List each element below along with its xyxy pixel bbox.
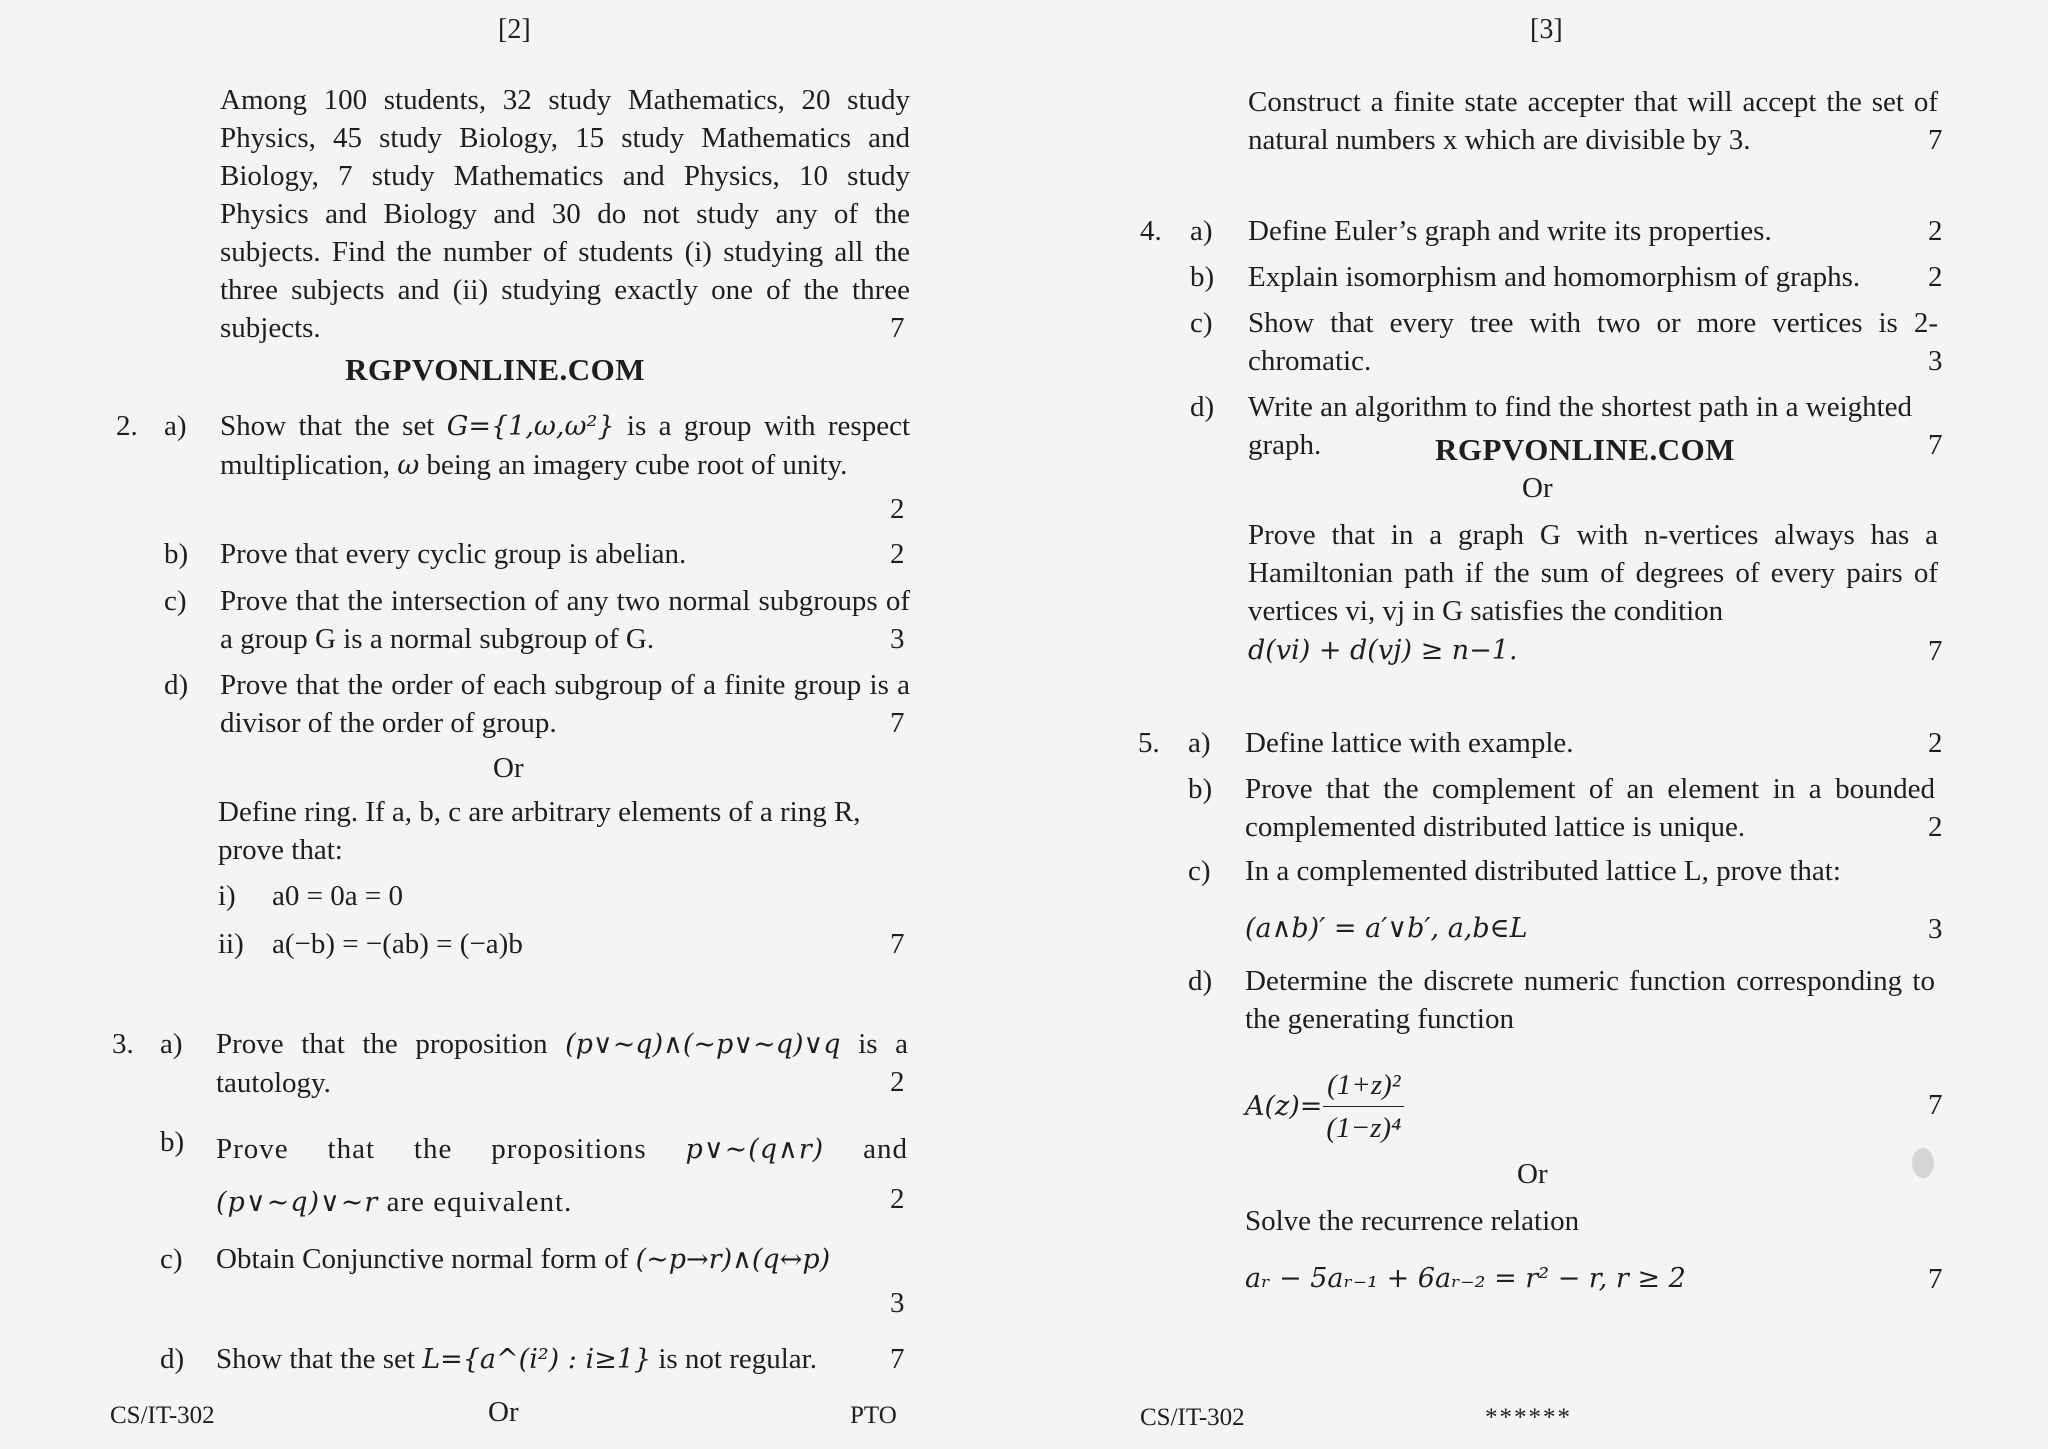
q1-continuation-text: Among 100 students, 32 study Mathematics, 20 study Physics, 45 study Biology, 15 study Mathematics and Biology, 7 study Mathematics and Physics, 10 study Physics and Biology and 30 do not study any of the subjects. Find the number of students (i) studying all the three subjects and (ii) studying exactly one of the three subjects. [220,84,910,344]
marks: 7 [890,1343,905,1375]
part-label: c) [1188,855,1211,887]
marks: 3 [890,1287,905,1319]
tautology-formula: (p∨∼q)∧(∼p∨∼q)∨q [565,1029,841,1060]
q4d-text-line2: graph. [1248,429,1322,461]
proposition-1: p∨∼(q∧r) [685,1134,825,1165]
q5d-text: Determine the discrete numeric function corresponding to the generating function [1245,965,1935,1035]
recurrence-relation: aᵣ − 5aᵣ₋₁ + 6aᵣ₋₂ = r² − r, r ≥ 2 [1245,1263,1686,1294]
footer-stars: ****** [1485,1404,1572,1431]
marks: 7 [890,707,905,739]
or-separator: Or [1517,1158,1548,1190]
part-label: d) [160,1343,185,1375]
marks: 7 [1928,635,1943,667]
question-number: 2. [116,410,138,442]
generating-function: A(z)= $\frac{\text{(1+z)²}}{\text{(1−z)⁴}}$ [1245,1066,1405,1147]
identity-i: a0 = 0a = 0 [272,880,403,912]
question-number: 4. [1140,215,1162,247]
sub-label: ii) [218,928,244,960]
part-label: d) [1190,391,1215,423]
part-label: b) [1188,773,1213,805]
set-g-formula: G={1,ω,ω²} [446,411,615,442]
q5a-text: Define lattice with example. [1245,727,1574,759]
sub-label: i) [218,880,236,912]
omega-symbol: ω [397,450,420,481]
marks: 7 [1928,1263,1943,1295]
marks: 2 [890,1066,905,1098]
page-number: [2] [498,14,531,45]
marks: 7 [890,928,905,960]
cnf-formula: (∼p→r)∧(q↔p) [635,1244,831,1275]
marks: 3 [1928,345,1943,377]
q2c-text: Prove that the intersection of any two normal subgroups of a group G is a normal subgroup of G. [220,585,910,655]
marks: 2 [1928,261,1943,293]
q3c-text: Obtain Conjunctive normal form of (∼p→r)∧(q↔p) [216,1243,831,1275]
marks: 7 [1928,429,1943,461]
footer-course-code: CS/IT-302 [1140,1404,1245,1431]
part-label: b) [1190,261,1215,293]
left-page [0,0,1000,1449]
marks: 2 [1928,727,1943,759]
q4a-text: Define Euler’s graph and write its properties. [1248,215,1772,247]
q4-alt-text: Prove that in a graph G with n-vertices always has a Hamiltonian path if the sum of degrees of every pairs of vertices vi, vj in G satisfies the condition [1248,519,1938,627]
q2b-text: Prove that every cyclic group is abelian. [220,538,687,570]
marks: 3 [1928,913,1943,945]
marks: 2 [890,493,905,525]
fraction: $\frac{\text{(1+z)²}}{\text{(1−z)⁴}}$ [1322,1066,1405,1147]
q3a-text: Prove that the proposition (p∨∼q)∧(∼p∨∼q)∨q is a tautology. [216,1028,909,1099]
watermark: RGPVONLINE.COM [345,352,646,387]
language-l-formula: L={a^(i²) : i≥1} [422,1344,652,1375]
footer-course-code: CS/IT-302 [110,1402,215,1429]
q4b-text: Explain isomorphism and homomorphism of graphs. [1248,261,1861,293]
marks: 7 [1928,1089,1943,1121]
marks: 7 [1928,124,1943,156]
identity-ii: a(−b) = −(ab) = (−a)b [272,928,523,960]
marks: 2 [890,538,905,570]
q2-alt-text: Define ring. If a, b, c are arbitrary elements of a ring R, prove that: [218,796,861,866]
marks: 7 [890,312,905,344]
right-page [1050,0,2048,1449]
marks: 2 [1928,811,1943,843]
q4c-text: Show that every tree with two or more vertices is 2-chromatic. [1248,307,1938,377]
question-number: 3. [112,1028,134,1060]
part-label: c) [160,1243,183,1275]
marks: 2 [1928,215,1943,247]
footer-or: Or [488,1396,519,1428]
or-separator: Or [1522,472,1553,504]
marks: 3 [890,623,905,655]
part-label: a) [1188,727,1211,759]
de-morgan-formula: (a∧b)′ = a′∨b′, a,b∈L [1245,913,1528,944]
degree-condition: d(vi) + d(vj) ≥ n−1. [1248,635,1518,666]
part-label: b) [160,1126,185,1158]
q5b-text: Prove that the complement of an element in a bounded complemented distributed lattice is unique. [1245,773,1935,843]
q3b-text: Prove that the propositions p∨∼(q∧r) and (p∨∼q)∨∼r are equivalent. [216,1133,908,1218]
part-label: d) [1188,965,1213,997]
scan-smudge [1912,1148,1934,1178]
part-label: c) [1190,307,1213,339]
part-label: d) [164,669,189,701]
part-label: b) [164,538,189,570]
part-label: c) [164,585,187,617]
question-number: 5. [1138,727,1160,759]
footer-pto: PTO [850,1402,897,1429]
watermark: RGPVONLINE.COM [1435,432,1736,467]
marks: 2 [890,1183,905,1215]
part-label: a) [164,410,187,442]
page-number: [3] [1530,14,1563,45]
q4d-text-line1: Write an algorithm to find the shortest path in a weighted [1248,391,1913,423]
q2a-text: Show that the set G={1,ω,ω²} is a group with respect multiplication, ω being an imagery cube root of unity. [220,410,911,481]
part-label: a) [1190,215,1213,247]
q2d-text: Prove that the order of each subgroup of a finite group is a divisor of the order of group. [220,669,910,739]
or-separator: Or [493,752,524,784]
q5c-text: In a complemented distributed lattice L, prove that: [1245,855,1841,887]
q3-alt-text: Construct a finite state accepter that will accept the set of natural numbers x which are divisible by 3. [1248,86,1938,156]
q5-alt-text: Solve the recurrence relation [1245,1205,1580,1237]
q3d-text: Show that the set L={a^(i²) : i≥1} is not regular. [216,1343,817,1375]
proposition-2: (p∨∼q)∨∼r [216,1187,379,1218]
part-label: a) [160,1028,183,1060]
